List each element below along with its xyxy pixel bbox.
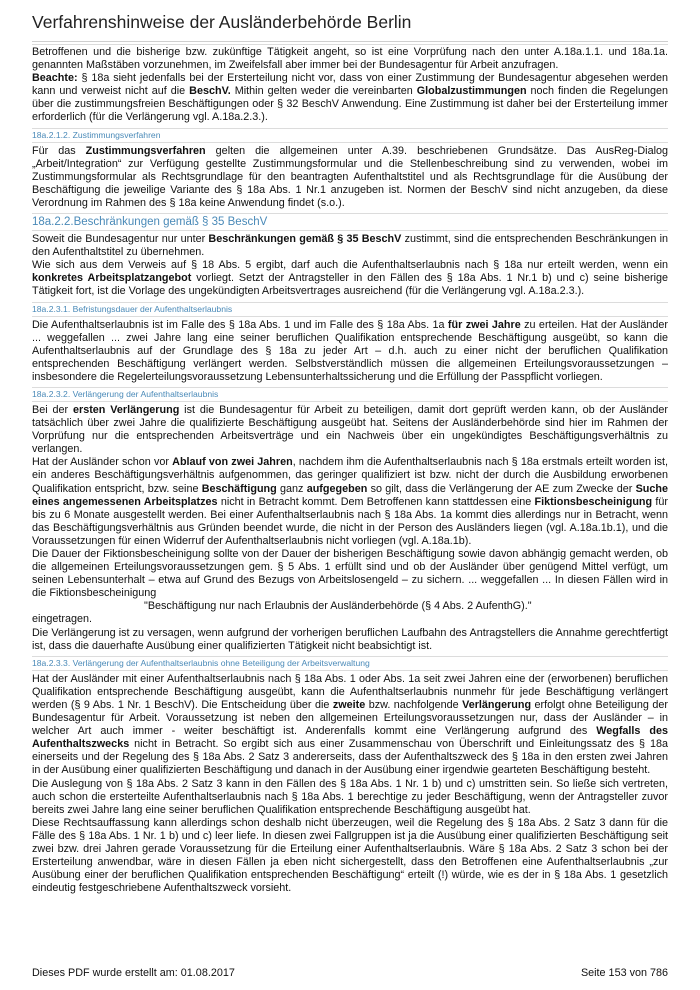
text-run: Diese Rechtsauffassung kann allerdings schon deshalb nicht überzeugen, weil die Regelung des § 18a Abs. 2 Satz 3 dann für die Fälle des § 18a Abs. 1 Nr. 1 b) und c) leer liefe. In diesen zwei Fallgruppen ist ja die Ausübung einer qualifizierten Beschäftigung seit zwei bzw. drei Jahren gerade Voraussetzung für die Erteilung einer Aufenthaltserlaubnis. Wäre § 18a Abs. 2 Satz 3 schon bei der Ersterteilung anwendbar, wäre in diesen Fällen ja eben nicht sichergestellt, dass den Betroffenen eine Aufenthaltserlaubnis „zur Ausübung einer der beruflichen Qualifikation entsprechenden Beschäftigung“ erteilt (!) würde, wie es der in § 18a Abs. 1 gesetzlich eindeutig festgeschriebene Aufenthaltszweck vorsieht.	[32, 816, 668, 895]
bold-text: Verlängerung	[462, 698, 532, 711]
paragraph	[32, 44, 668, 72]
page-title: Verfahrenshinweise der Ausländerbehörde Berlin	[32, 12, 412, 32]
paragraph	[32, 627, 668, 653]
paragraph	[32, 233, 668, 259]
text-run: so gilt, dass die Verlängerung der AE zum Zwecke der	[367, 482, 636, 495]
text-run: ist die Bundesagentur für Arbeit zu beteiligen, damit dort geprüft werden kann, ob der Ausländer tatsächlich über zwei Jahre die qualifizierte Beschäftigung ausgeübt hat. Seitens der Ausländerbehörde sind hier im Rahmen der Vorprüfung nur die entsprechenden Arbeitsverträge und ein Nachweis über ein ungekündigtes Beschäftigungsverhältnis zu verlangen.	[32, 403, 668, 456]
text-run: Für das	[32, 144, 86, 157]
text-run: Bei der	[32, 403, 73, 416]
text-run: vorliegt. Setzt der Antragsteller in den Fällen des § 18a Abs. 1 Nr.1 b) und c) seine bisherige Tätigkeit fort, ist die Vorlage des ungekündigten Arbeitsvertrages ausreichend (für die Verlängerung vgl. A.18a.2.3.).	[32, 272, 669, 298]
bold-text: für zwei Jahre	[447, 318, 521, 331]
text-run: Die Auslegung von § 18a Abs. 2 Satz 3 kann in den Fällen des § 18a Abs. 1 Nr. 1 b) und c) umstritten sein. So ließe sich vertreten, auch schon die ersterteilte Aufenthaltserlaubnis nach § 18a Abs. 1 berechtige zu jeder Beschäftigung, wenn der Antragsteller zuvor bereits zwei Jahre lang eine seiner beruflichen Qualifikation entsprechende Beschäftigung ausgeübt hat.	[32, 777, 668, 816]
text-run: zustimmt, sind die entsprechenden Beschränkungen in den Aufenthaltstitel zu übernehmen.	[32, 233, 668, 259]
text-run: Die Dauer der Fiktionsbescheinigung sollte von der Dauer der bisherigen Beschäftigung sowie davon abhängig gemacht werden, ob die allgemeinen Erteilungsvoraussetzungen gem. § 5 Abs. 1 erfüllt sind und ob der Ausländer über genügend Mittel verfügt, um seinen Lebensunterhalt – etwa auf Grund des Bezugs von Arbeitslosengeld – zu sichern. ... weggefallen ... In diesen Fällen wird in die Fiktionsbescheinigung	[32, 548, 668, 600]
text-run: nicht in Betracht kommt. Dem Betroffenen kann stattdessen eine	[217, 495, 535, 508]
bold-text: BeschV.	[189, 85, 231, 98]
section-heading: 18a.2.3.1. Befristungsdauer der Aufenthaltserlaubnis	[32, 302, 668, 317]
text-run: ganz	[276, 482, 307, 495]
footer-created-date: Dieses PDF wurde erstellt am: 01.08.2017	[32, 967, 235, 979]
document-body	[32, 44, 668, 895]
paragraph	[32, 548, 668, 600]
paragraph	[32, 259, 668, 298]
text-run: gelten die allgemeinen unter A.39. beschriebenen Grundsätze. Das AusReg-Dialog „Arbeit/Integration“ zur Verfügung gestellte Zustimmungsformular und die Stellenbeschreibung sind zu verwenden, wobei im Zustimmungsformular als Rechtsgrundlage für den beantragten Aufenthaltstitel und als Rechtsgrundlage für die Ausübung der Beschäftigung die jeweilige Variante des § 18a Abs. 1 Nr.1 anzugeben ist. Normen der BeschV sind nicht anzugeben, da diese Verordnung im Rahmen des § 18a keine Anwendung findet (s.o.).	[32, 144, 668, 209]
paragraph	[32, 72, 668, 124]
bold-text: zweite	[332, 698, 366, 711]
paragraph	[32, 817, 668, 896]
bold-text: Beschränkungen gemäß § 35 BeschV	[208, 233, 402, 246]
bold-text: Wegfalls des Aufenthaltszwecks	[32, 725, 668, 751]
bold-text: Globalzustimmungen	[416, 85, 527, 98]
section-heading: 18a.2.2.Beschränkungen gemäß § 35 BeschV	[32, 213, 668, 231]
bold-text: Zustimmungsverfahren	[85, 144, 206, 157]
text-run: Die Verlängerung ist zu versagen, wenn aufgrund der vorherigen beruflichen Laufbahn des Antragstellers die Annahme gerechtfertigt ist, dass die dauerhafte Ausübung einer qualifizierten Tätigkeit nicht beabsichtigt ist.	[32, 626, 668, 652]
text-run: nicht in Betracht. So ergibt sich aus einer Zusammenschau von Überschrift und Einleitungssatz des § 18a einerseits und der Regelung des § 18a Abs. 2 Satz 3 andererseits, dass der Aufenthaltszweck des § 18a in den ersten zwei Jahren in der Ausübung einer qualifizierten Beschäftigung und danach in der Ausübung einer irgendwie gearteten Beschäftigung besteht.	[32, 738, 668, 777]
text-run: Hat der Ausländer schon vor	[32, 456, 173, 469]
paragraph	[32, 319, 668, 384]
bold-text: konkretes Arbeitsplatzangebot	[32, 272, 192, 285]
text-run: § 18a sieht jedenfalls bei der Ersterteilung nicht vor, dass von einer Zustimmung der Bundesagentur abgesehen werden kann und verweist nicht auf die	[32, 72, 668, 98]
text-run: für bis zu 6 Monate ausgestellt werden. Bei einer Aufenthaltserlaubnis nach § 18a Abs. 1a kommt dies allerdings nur in Betracht, wenn das Beschäftigungsverhältnis aus Gründen beendet wurde, die nicht in der Person des Ausländers liegen (vgl. A.18a.1b.1), und die Voraussetzungen für einen Widerruf der Aufenthaltserlaubnis nicht vorliegen (vgl. A.18a.1b).	[32, 495, 668, 547]
footer-page-number: Seite 153 von 786	[580, 967, 668, 979]
text-run: "Beschäftigung nur nach Erlaubnis der Ausländerbehörde (§ 4 Abs. 2 AufenthG)."	[144, 600, 532, 613]
paragraph	[32, 613, 668, 626]
bold-text: Suche eines angemessenen Arbeitsplatzes	[32, 482, 668, 508]
text-run: Hat der Ausländer mit einer Aufenthaltserlaubnis nach § 18a Abs. 1 oder Abs. 1a seit zwei Jahren eine der (erworbenen) beruflichen Qualifikation entsprechende Beschäftigung ausgeübt, kann die Aufenthaltserlaubnis nunmehr für jede Beschäftigung verlängert werden (§ 9 Abs. 1 Nr. 1 BeschV). Die Entscheidung über die	[32, 672, 668, 711]
paragraph	[32, 673, 668, 778]
section-heading: 18a.2.1.2. Zustimmungsverfahren	[32, 128, 668, 143]
bold-text: Beschäftigung	[201, 482, 277, 495]
section-heading: 18a.2.3.3. Verlängerung der Aufenthaltserlaubnis ohne Beteiligung der Arbeitsverwaltung	[32, 656, 668, 671]
bold-text: aufgegeben	[306, 482, 368, 495]
section-heading: 18a.2.3.2. Verlängerung der Aufenthaltserlaubnis	[32, 387, 668, 402]
title-divider	[32, 41, 668, 42]
bold-text: Beachte:	[32, 72, 78, 85]
bold-text: Ablauf von zwei Jahren	[172, 456, 293, 469]
quoted-entry	[32, 600, 668, 613]
text-run: erfolgt ohne Beteiligung der Bundesagentur für Arbeit. Voraussetzung ist neben den allgemeinen Erteilungsvoraussetzungen nur, dass der Ausländer – in welcher Art auch immer - weiter beschäftigt ist. Anderenfalls kommt eine Verlängerung aufgrund des	[32, 698, 669, 738]
paragraph	[32, 778, 668, 817]
text-run: noch finden die Regelungen über die zustimmungsfreien Beschäftigungen oder § 32 BeschV Anwendung. Eine Zustimmung ist daher bei der Ersterteilung immer erforderlich (für die Verlängerung vgl. A.18a.2.3.).	[32, 85, 668, 124]
paragraph	[32, 456, 668, 548]
bold-text: ersten Verlängerung	[73, 403, 180, 416]
text-run: Wie sich aus dem Verweis auf § 18 Abs. 5 ergibt, darf auch die Aufenthaltserlaubnis nach § 18a nur erteilt werden, wenn ein	[32, 259, 668, 272]
text-run: , nachdem ihm die Aufenthaltserlaubnis nach § 18a erstmals erteilt worden ist, ein anderes Beschäftigungsverhältnis aufgenommen, das geringer qualifiziert ist bzw. nicht der durch die Ausbildung erworbenen Qualifikation entspricht, bzw. seine	[32, 456, 668, 495]
text-run: Die Aufenthaltserlaubnis ist im Falle des § 18a Abs. 1 und im Falle des § 18a Abs. 1a	[32, 318, 448, 331]
page-footer	[32, 967, 668, 979]
paragraph	[32, 404, 668, 456]
text-run: Betroffenen und die bisherige bzw. zukünftige Tätigkeit angeht, so ist eine Vorprüfung nach den unter A.18a.1.1. und 18a.1a. genannten Maßstäben vorzunehmen, im Zweifelsfall aber immer bei der Bundesagentur für Arbeit anzufragen.	[32, 46, 668, 72]
text-run: eingetragen.	[32, 613, 93, 626]
text-run: Soweit die Bundesagentur nur unter	[32, 233, 209, 246]
text-run: zu erteilen. Hat der Ausländer ... weggefallen ... zwei Jahre lang eine seiner beruflichen Qualifikation entsprechende Beschäftigung ausgeübt, so kann die Aufenthaltserlaubnis auf der Grundlage des § 18a zu jeder Art – d.h. auch zu einer nicht der beruflichen Qualifikation entsprechenden Beschäftigung verlängert werden. Selbstverständlich müssen die allgemeinen Erteilungsvoraussetzungen – insbesondere die Regelerteilungsvoraussetzung Lebensunterhaltssicherung und die Erfüllung der Passpflicht vorliegen.	[32, 318, 668, 383]
text-run: Mithin gelten weder die vereinbarten	[230, 85, 417, 98]
text-run: bzw. nachfolgende	[365, 698, 463, 711]
bold-text: Fiktionsbescheinigung	[534, 495, 653, 508]
paragraph	[32, 145, 668, 210]
